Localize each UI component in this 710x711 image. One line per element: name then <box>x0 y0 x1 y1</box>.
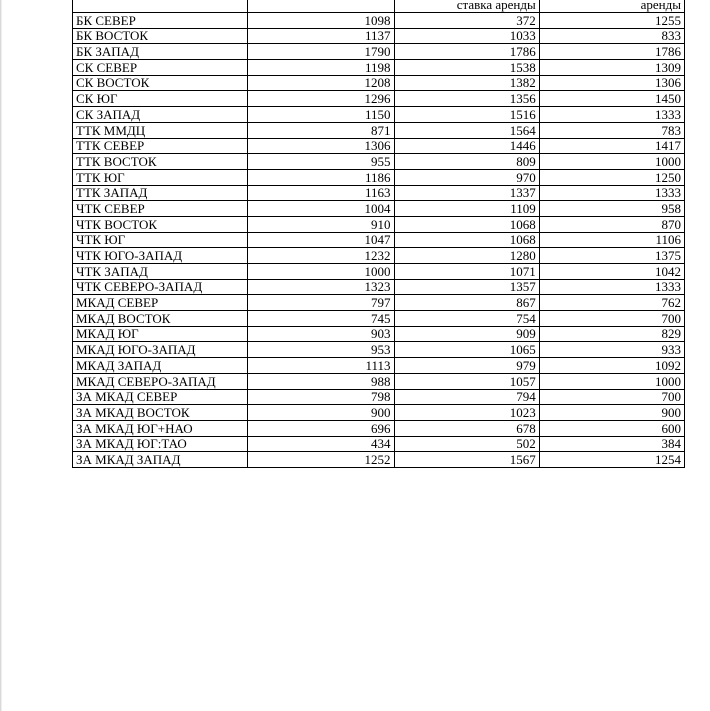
cell-col3: 700 <box>539 389 684 405</box>
cell-col2: 1068 <box>394 216 539 232</box>
cell-col2: 1280 <box>394 248 539 264</box>
cell-zone: ЧТК СЕВЕРО-ЗАПАД <box>73 279 248 295</box>
cell-col3: 870 <box>539 216 684 232</box>
cell-zone: МКАД СЕВЕР <box>73 295 248 311</box>
header-cell-zone <box>73 0 248 13</box>
cell-zone: БК ЗАПАД <box>73 44 248 60</box>
cell-zone: СК ЗАПАД <box>73 107 248 123</box>
cell-col2: 1109 <box>394 201 539 217</box>
cell-col2: 909 <box>394 326 539 342</box>
cell-zone: МКАД ЮГ <box>73 326 248 342</box>
table-body <box>73 0 685 467</box>
cell-col1: 1198 <box>248 60 394 76</box>
cell-col2: 867 <box>394 295 539 311</box>
cell-col1: 988 <box>248 373 394 389</box>
cell-zone: СК СЕВЕР <box>73 60 248 76</box>
cell-col3: 762 <box>539 295 684 311</box>
table-row <box>73 264 685 280</box>
cell-zone: МКАД ВОСТОК <box>73 311 248 327</box>
cell-zone: МКАД ЗАПАД <box>73 358 248 374</box>
table-row <box>73 107 685 123</box>
table-row <box>73 216 685 232</box>
cell-zone: СК ЮГ <box>73 91 248 107</box>
cell-col3: 1250 <box>539 169 684 185</box>
cell-col2: 1516 <box>394 107 539 123</box>
cell-col1: 910 <box>248 216 394 232</box>
cell-col1: 745 <box>248 311 394 327</box>
cell-zone: ЗА МКАД ЮГ:ТАО <box>73 436 248 452</box>
cell-col1: 1047 <box>248 232 394 248</box>
cell-zone: БК ВОСТОК <box>73 28 248 44</box>
cell-zone: ЧТК ЮГО-ЗАПАД <box>73 248 248 264</box>
cell-zone: ЗА МКАД СЕВЕР <box>73 389 248 405</box>
cell-col1: 1098 <box>248 13 394 29</box>
cell-col2: 1446 <box>394 138 539 154</box>
cell-col3: 1254 <box>539 452 684 468</box>
cell-col3: 1333 <box>539 107 684 123</box>
table-row <box>73 138 685 154</box>
cell-col2: 1068 <box>394 232 539 248</box>
cell-col1: 1163 <box>248 185 394 201</box>
cell-col3: 600 <box>539 420 684 436</box>
table-row <box>73 201 685 217</box>
cell-col3: 1042 <box>539 264 684 280</box>
cell-zone: БК СЕВЕР <box>73 13 248 29</box>
table-row <box>73 75 685 91</box>
cell-col3: 1333 <box>539 279 684 295</box>
header-cell-col2: ставка аренды <box>394 0 539 13</box>
cell-col1: 1323 <box>248 279 394 295</box>
cell-col2: 1382 <box>394 75 539 91</box>
cell-col3: 1417 <box>539 138 684 154</box>
cell-col1: 1113 <box>248 358 394 374</box>
cell-col2: 754 <box>394 311 539 327</box>
cell-col2: 1033 <box>394 28 539 44</box>
cell-col3: 1000 <box>539 373 684 389</box>
cell-zone: СК ВОСТОК <box>73 75 248 91</box>
cell-col3: 700 <box>539 311 684 327</box>
cell-col2: 1356 <box>394 91 539 107</box>
table-row <box>73 342 685 358</box>
table-row <box>73 389 685 405</box>
cell-col1: 1137 <box>248 28 394 44</box>
cell-col3: 1375 <box>539 248 684 264</box>
table-row <box>73 60 685 76</box>
table-row <box>73 326 685 342</box>
cell-col3: 900 <box>539 405 684 421</box>
table-row <box>73 91 685 107</box>
cell-zone: ЗА МКАД ЗАПАД <box>73 452 248 468</box>
rental-rates-table <box>72 0 685 468</box>
cell-col1: 1296 <box>248 91 394 107</box>
cell-col1: 1186 <box>248 169 394 185</box>
cell-col3: 1786 <box>539 44 684 60</box>
cell-col1: 696 <box>248 420 394 436</box>
table-row <box>73 311 685 327</box>
header-cell-col3: аренды <box>539 0 684 13</box>
cell-col2: 1071 <box>394 264 539 280</box>
cell-col3: 1309 <box>539 60 684 76</box>
cell-col1: 955 <box>248 154 394 170</box>
cell-zone: ТТК ЮГ <box>73 169 248 185</box>
table-row <box>73 295 685 311</box>
table-row <box>73 436 685 452</box>
cell-col1: 434 <box>248 436 394 452</box>
cell-col2: 1337 <box>394 185 539 201</box>
table-row <box>73 169 685 185</box>
cell-zone: МКАД ЮГО-ЗАПАД <box>73 342 248 358</box>
header-cell-col1 <box>248 0 394 13</box>
cell-col2: 794 <box>394 389 539 405</box>
cell-zone: МКАД СЕВЕРО-ЗАПАД <box>73 373 248 389</box>
cell-col3: 1255 <box>539 13 684 29</box>
cell-col3: 384 <box>539 436 684 452</box>
cell-col2: 809 <box>394 154 539 170</box>
table-row <box>73 44 685 60</box>
table-header-row <box>73 0 685 13</box>
cell-col3: 958 <box>539 201 684 217</box>
cell-col3: 1306 <box>539 75 684 91</box>
cell-col1: 1252 <box>248 452 394 468</box>
table-row <box>73 420 685 436</box>
page-left-edge-shadow <box>1 0 2 711</box>
cell-zone: ТТК ВОСТОК <box>73 154 248 170</box>
cell-col2: 678 <box>394 420 539 436</box>
table-row <box>73 358 685 374</box>
cell-zone: ТТК ЗАПАД <box>73 185 248 201</box>
cell-col3: 1333 <box>539 185 684 201</box>
cell-zone: ЧТК ЗАПАД <box>73 264 248 280</box>
cell-col3: 783 <box>539 122 684 138</box>
cell-zone: ЧТК ЮГ <box>73 232 248 248</box>
cell-col2: 1567 <box>394 452 539 468</box>
cell-col1: 798 <box>248 389 394 405</box>
cell-col2: 1786 <box>394 44 539 60</box>
table-row <box>73 154 685 170</box>
table-row <box>73 28 685 44</box>
cell-col2: 1065 <box>394 342 539 358</box>
cell-col1: 1232 <box>248 248 394 264</box>
cell-col3: 1450 <box>539 91 684 107</box>
cell-col2: 1023 <box>394 405 539 421</box>
cell-col2: 1357 <box>394 279 539 295</box>
table-row <box>73 185 685 201</box>
cell-col1: 903 <box>248 326 394 342</box>
cell-col2: 979 <box>394 358 539 374</box>
table-row <box>73 452 685 468</box>
table-row <box>73 232 685 248</box>
cell-col2: 372 <box>394 13 539 29</box>
cell-col2: 502 <box>394 436 539 452</box>
cell-zone: ЧТК ВОСТОК <box>73 216 248 232</box>
cell-col1: 797 <box>248 295 394 311</box>
cell-col2: 1564 <box>394 122 539 138</box>
cell-col1: 1790 <box>248 44 394 60</box>
cell-col1: 1150 <box>248 107 394 123</box>
cell-col3: 1106 <box>539 232 684 248</box>
cell-col1: 953 <box>248 342 394 358</box>
cell-col1: 1004 <box>248 201 394 217</box>
cell-col3: 1000 <box>539 154 684 170</box>
cell-zone: ЗА МКАД ВОСТОК <box>73 405 248 421</box>
cell-zone: ТТК ММДЦ <box>73 122 248 138</box>
cell-col1: 1000 <box>248 264 394 280</box>
cell-zone: ТТК СЕВЕР <box>73 138 248 154</box>
cell-col2: 970 <box>394 169 539 185</box>
cell-col1: 871 <box>248 122 394 138</box>
table-row <box>73 405 685 421</box>
table-row <box>73 279 685 295</box>
cell-col3: 1092 <box>539 358 684 374</box>
cell-col1: 900 <box>248 405 394 421</box>
cell-col3: 833 <box>539 28 684 44</box>
table-row <box>73 13 685 29</box>
cell-col1: 1306 <box>248 138 394 154</box>
cell-zone: ЗА МКАД ЮГ+НАО <box>73 420 248 436</box>
cell-col1: 1208 <box>248 75 394 91</box>
cell-col2: 1057 <box>394 373 539 389</box>
cell-col2: 1538 <box>394 60 539 76</box>
table-row <box>73 122 685 138</box>
cell-col3: 829 <box>539 326 684 342</box>
cell-zone: ЧТК СЕВЕР <box>73 201 248 217</box>
table-row <box>73 373 685 389</box>
cell-col3: 933 <box>539 342 684 358</box>
table-row <box>73 248 685 264</box>
